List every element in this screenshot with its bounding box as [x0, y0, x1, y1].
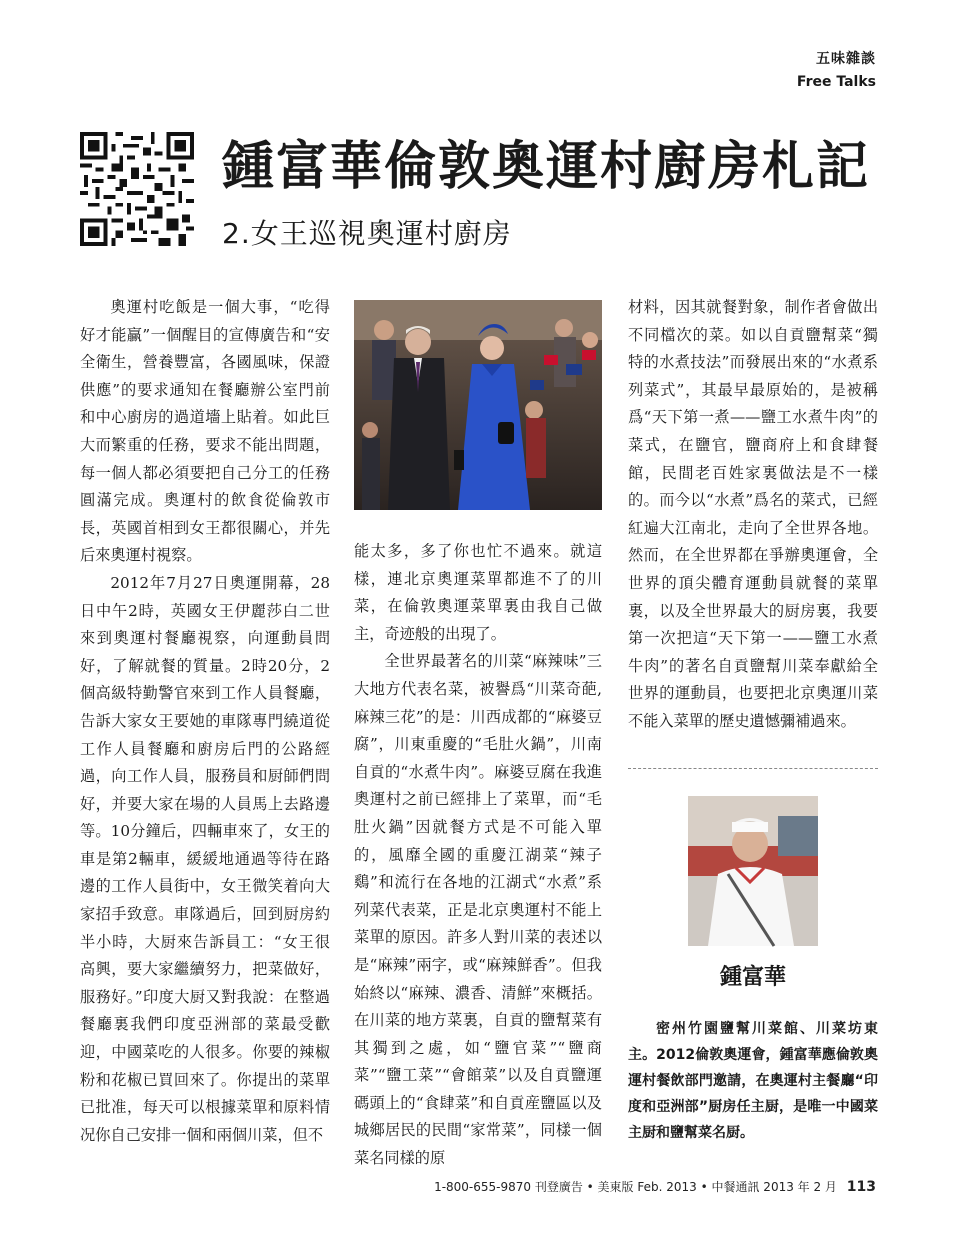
article-column-2 [354, 538, 602, 1168]
article-column-3 [628, 294, 878, 774]
article-subtitle: 2.女王巡視奧運村廚房 [222, 217, 512, 250]
paragraph: 能太多，多了你也忙不過來。就這樣，連北京奧運菜單都進不了的川菜，在倫敦奧運菜單裏由我自己做主，奇迹般的出現了。 [354, 542, 602, 643]
section-name-en: Free Talks [796, 74, 876, 90]
page-footer [434, 1178, 876, 1195]
paragraph: 奧運村吃飯是一個大事，“吃得好才能贏”一個醒目的宣傳廣告和“安全衛生，營養豐富，各國風味，保證供應”的要求通知在餐廳辦公室門前和中心廚房的過道墻上貼着。如此巨大而繁重的任務，要求不能出問題，每一個人都必須要把自己分工的任務圓滿完成。奧運村的飲食從倫敦市長，英國首相到女王都很關心，并先后來奧運村視察。 [80, 298, 330, 565]
author-bio: 密州竹園鹽幫川菜館、川菜坊東主。2012倫敦奧運會，鍾富華應倫敦奧運村餐飲部門邀請，在奧運村主餐廳“印度和亞洲部”厨房任主厨，是唯一中國菜主厨和鹽幫菜名厨。 [628, 1021, 878, 1141]
divider [628, 768, 878, 769]
paragraph: 材料，因其就餐對象，制作者會做出不同檔次的菜。如以自貢鹽幫菜“獨特的水煮技法”而發展出來的“水煮系列菜式”，其最早最原始的，是被稱爲“天下第一煮——鹽工水煮牛肉”的菜式，在鹽官，鹽商府上和食肆餐館，民間老百姓家裏做法是不一樣的。而今以“水煮”爲名的菜式，已經紅遍大江南北，走向了全世界各地。然而，在全世界都在爭辦奧運會，全世界的頂尖體育運動員就餐的菜單裏，以及全世界最大的厨房裏，我要第一次把這“天下第一——鹽工水煮牛肉”的著名自貢鹽幫川菜奉獻給全世界的運動員，也要把北京奧運川菜不能入菜單的歷史遺憾彌補過來。 [628, 298, 878, 730]
section-tag [797, 48, 876, 90]
footer-text: 1-800-655-9870 刊登廣告 • 美東版 Feb. 2013 • 中餐通訊 2013 年 2 月 [434, 1180, 837, 1194]
paragraph: 全世界最著名的川菜“麻辣味”三大地方代表名菜，被譽爲“川菜奇葩,麻辣三花”的是：川西成都的“麻婆豆腐”，川東重慶的“毛肚火鍋”，川南自貢的“水煮牛肉”。麻婆豆腐在我進奧運村之前已經排上了菜單，而“毛肚火鍋”因就餐方式是不可能入單的，風靡全國的重慶江湖菜“辣子鷄”和流行在各地的江湖式“水煮”系列菜代表菜，正是北京奧運村不能上菜單的原因。許多人對川菜的表述以是“麻辣”兩字，或“麻辣鮮香”。但我始終以“麻辣、濃香、清鮮”來概括。在川菜的地方菜裏，自貢的鹽幫菜有其獨到之處，如“鹽官菜”“鹽商菜”“鹽工菜”“會館菜”以及自貢鹽運碼頭上的“食肆菜”和自貢産鹽區以及城鄉居民的民間“家常菜”，同樣一個菜名同樣的原 [354, 652, 602, 1168]
article-title: 鍾富華倫敦奧運村廚房札記 [222, 136, 871, 197]
article-column-1 [80, 294, 330, 1154]
queen-visit-photo [354, 300, 602, 510]
author-name: 鍾富華 [719, 965, 786, 990]
paragraph: 2012年7月27日奧運開幕，28日中午2時，英國女王伊麗莎白二世來到奧運村餐廳視察，向運動員問好，了解就餐的質量。2時20分，2個高級特勤警官來到工作人員餐廳，告訴大家女王要她的車隊專門繞道從工作人員餐廳和廚房后門的公路經過，向工作人員，服務員和厨師們問好，并要大家在場的人員馬上去路邊等。10分鐘后，四輛車來了，女王的車是第2輛車，緩緩地通過等待在路邊的工作人員街中，女王微笑着向大家招手致意。車隊過后，回到厨房約半小時，大厨來告訴員工：“女王很高興，要大家繼續努力，把菜做好，服務好。”印度大厨又對我說：在整過餐廳裏我們印度亞洲部的菜最受歡迎，中國菜吃的人很多。你要的辣椒粉和花椒已買回來了。你提出的菜單已批准，每天可以根據菜單和原料情况你自己安排一個和兩個川菜，但不 [80, 573, 330, 1144]
qr-code [80, 132, 194, 246]
author-portrait [688, 796, 818, 946]
section-name-zh: 五味雜談 [816, 51, 876, 67]
page-number: 113 [846, 1179, 876, 1195]
